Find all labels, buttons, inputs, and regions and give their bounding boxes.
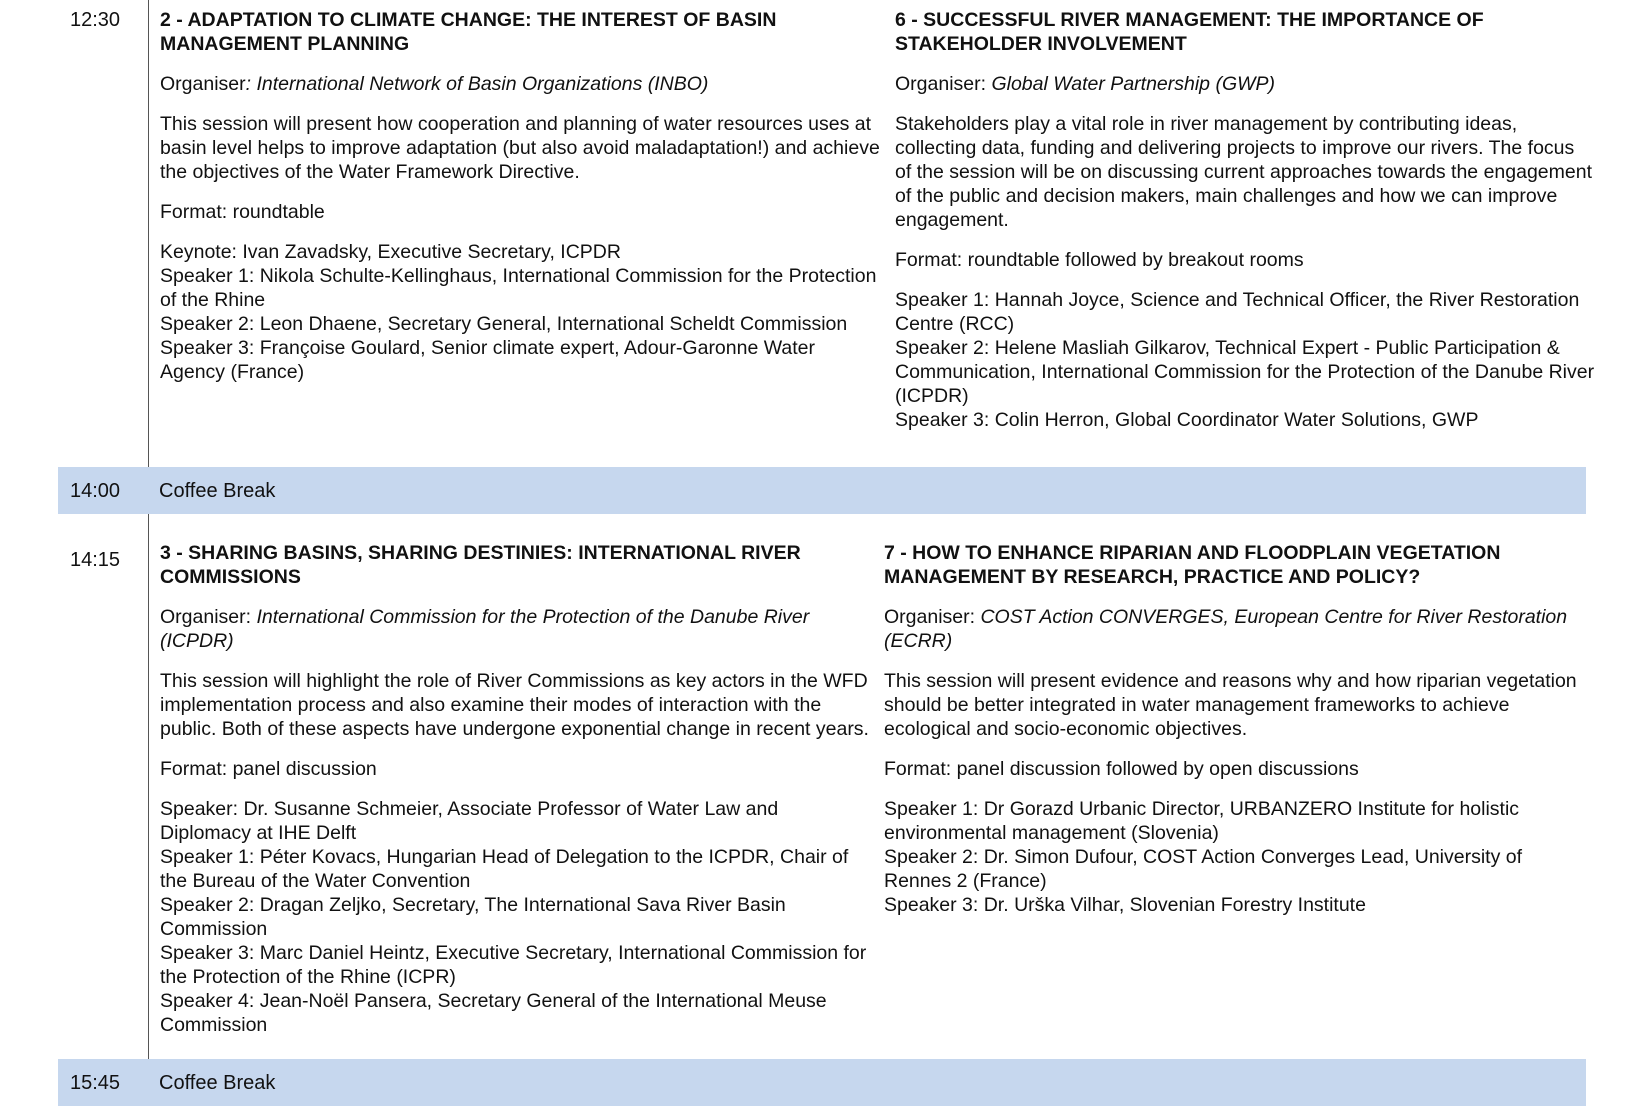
- session-organiser: Organiser: Global Water Partnership (GWP): [895, 73, 1276, 95]
- session-title: 2 - ADAPTATION TO CLIMATE CHANGE: THE INTEREST OF BASIN MANAGEMENT PLANNING: [160, 9, 777, 55]
- session-title: 6 - SUCCESSFUL RIVER MANAGEMENT: THE IMPORTANCE OF STAKEHOLDER INVOLVEMENT: [895, 9, 1484, 55]
- break-time: 14:00: [70, 480, 121, 502]
- session-format: Format: panel discussion followed by open discussions: [884, 758, 1359, 780]
- session-organiser: Organiser: COST Action CONVERGES, European Centre for River Restoration (ECRR): [884, 606, 1568, 652]
- speaker-item: Speaker 3: Françoise Goulard, Senior climate expert, Adour-Garonne Water Agency (France): [160, 337, 816, 383]
- session-title: 7 - HOW TO ENHANCE RIPARIAN AND FLOODPLAIN VEGETATION MANAGEMENT BY RESEARCH, PRACTICE AND POLICY?: [884, 542, 1501, 588]
- session-description: This session will present how cooperation and planning of water resources uses at basin level helps to improve adaptation (but also avoid maladaptation!) and achieve the objectives of the Water Framework Directive.: [160, 113, 880, 183]
- coffee-break-row: [58, 1059, 1586, 1106]
- session-format: Format: panel discussion: [160, 758, 377, 780]
- break-label: Coffee Break: [159, 1072, 276, 1094]
- session-3: [160, 541, 870, 1037]
- speaker-list: [895, 288, 1595, 432]
- session-description: This session will present evidence and reasons why and how riparian vegetation should be better integrated in water management frameworks to achieve ecological and socio-economic objectives.: [884, 670, 1577, 740]
- session-description: This session will highlight the role of River Commissions as key actors in the WFD implementation process and also examine their modes of interaction with the public. Both of these aspects have undergone exponential change in recent years.: [160, 670, 869, 740]
- speaker-item: Keynote: Ivan Zavadsky, Executive Secretary, ICPDR: [160, 241, 621, 263]
- coffee-break-row: [58, 467, 1586, 514]
- break-time: 15:45: [70, 1072, 121, 1094]
- time-slot-1230: 12:30: [70, 9, 121, 31]
- time-column-divider: [148, 0, 149, 1100]
- speaker-item: Speaker 4: Jean-Noël Pansera, Secretary General of the International Meuse Commission: [160, 990, 827, 1036]
- speaker-list: [160, 240, 880, 384]
- speaker-item: Speaker 1: Péter Kovacs, Hungarian Head of Delegation to the ICPDR, Chair of the Bureau of the Water Convention: [160, 846, 849, 892]
- speaker-item: Speaker 2: Dragan Zeljko, Secretary, The International Sava River Basin Commission: [160, 894, 786, 940]
- speaker-item: Speaker 3: Marc Daniel Heintz, Executive Secretary, International Commission for the Protection of the Rhine (ICPR): [160, 942, 867, 988]
- speaker-item: Speaker 1: Hannah Joyce, Science and Technical Officer, the River Restoration Centre (RCC): [895, 289, 1580, 335]
- speaker-item: Speaker 3: Dr. Urška Vilhar, Slovenian Forestry Institute: [884, 894, 1366, 916]
- speaker-list: [884, 797, 1594, 917]
- session-organiser: Organiser: International Network of Basin Organizations (INBO): [160, 73, 709, 95]
- speaker-list: [160, 797, 870, 1037]
- session-format: Format: roundtable: [160, 201, 325, 223]
- session-title: 3 - SHARING BASINS, SHARING DESTINIES: INTERNATIONAL RIVER COMMISSIONS: [160, 542, 801, 588]
- time-slot-1415: 14:15: [70, 549, 121, 571]
- session-organiser: Organiser: International Commission for the Protection of the Danube River (ICPDR): [160, 606, 810, 652]
- speaker-item: Speaker 1: Nikola Schulte-Kellinghaus, International Commission for the Protection of the Rhine: [160, 265, 877, 311]
- speaker-item: Speaker: Dr. Susanne Schmeier, Associate Professor of Water Law and Diplomacy at IHE Delft: [160, 798, 779, 844]
- speaker-item: Speaker 2: Dr. Simon Dufour, COST Action Converges Lead, University of Rennes 2 (France): [884, 846, 1523, 892]
- speaker-item: Speaker 1: Dr Gorazd Urbanic Director, URBANZERO Institute for holistic environmental management (Slovenia): [884, 798, 1520, 844]
- speaker-item: Speaker 2: Leon Dhaene, Secretary General, International Scheldt Commission: [160, 313, 848, 335]
- session-7: [884, 541, 1594, 917]
- speaker-item: Speaker 2: Helene Masliah Gilkarov, Technical Expert - Public Participation & Communication, International Commission for the Protection of the Danube River (ICPDR): [895, 337, 1595, 407]
- session-format: Format: roundtable followed by breakout rooms: [895, 249, 1304, 271]
- session-description: Stakeholders play a vital role in river management by contributing ideas, collecting data, funding and delivering projects to improve our rivers. The focus of the session will be on discussing current approaches towards the engagement of the public and decision makers, main challenges and how we can improve engagement.: [895, 113, 1592, 231]
- session-2: [160, 8, 880, 384]
- session-6: [895, 8, 1595, 432]
- speaker-item: Speaker 3: Colin Herron, Global Coordinator Water Solutions, GWP: [895, 409, 1479, 431]
- break-label: Coffee Break: [159, 480, 276, 502]
